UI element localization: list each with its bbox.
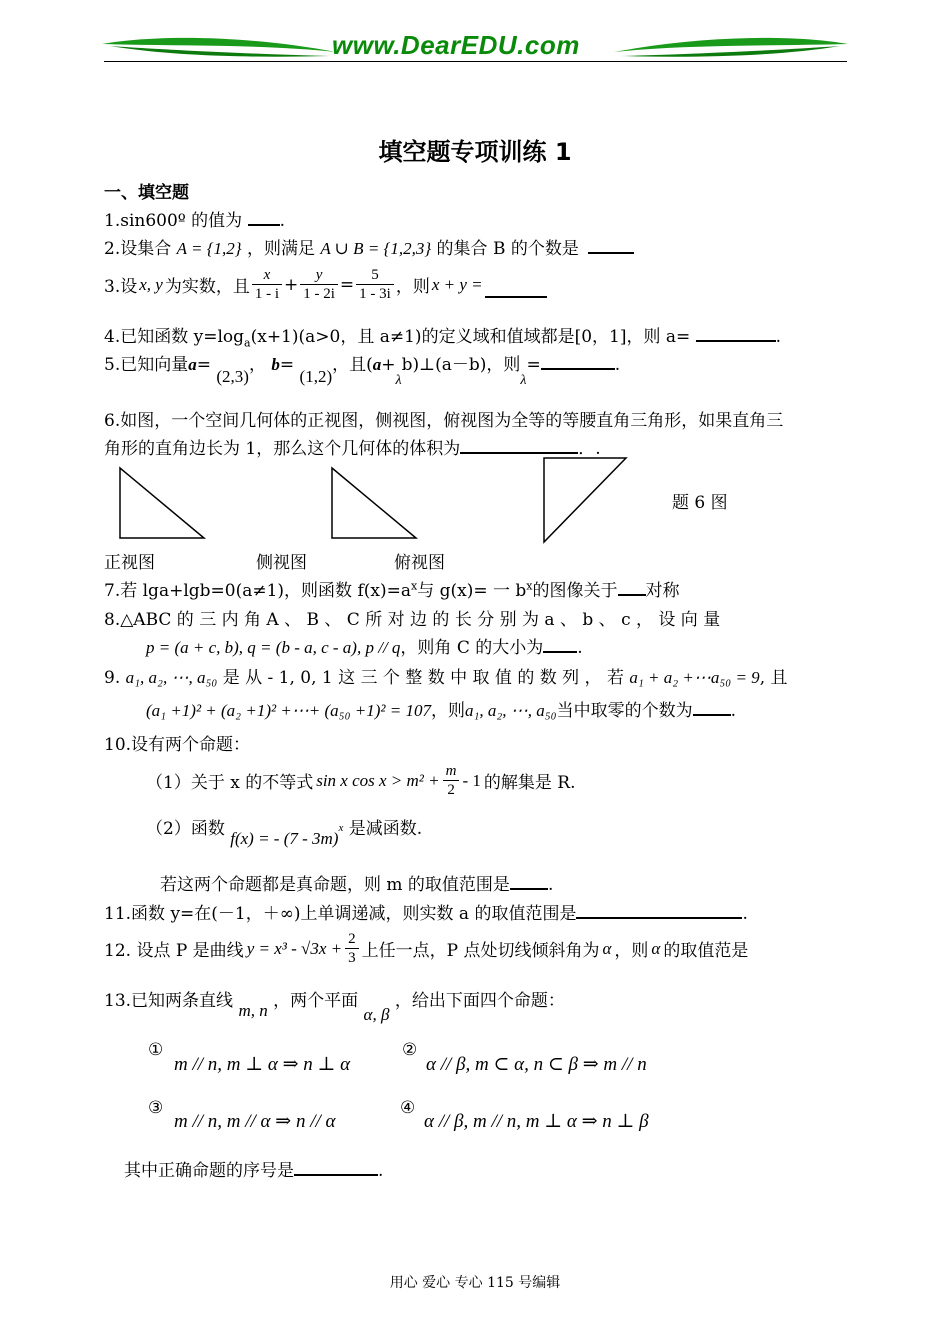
q4-tail: . xyxy=(775,327,782,347)
q13-statement-1: m // n, m ⊥ α ⇒ n ⊥ α xyxy=(174,1054,351,1075)
q2-part-a: 2.设集合 xyxy=(104,239,172,259)
q13-end-text: 其中正确命题的序号是 xyxy=(124,1161,294,1181)
q13-statement-2: α // β, m ⊂ α, n ⊂ β ⇒ m // n xyxy=(426,1054,647,1075)
q5-vec-a-name: a xyxy=(188,355,197,374)
q12-alpha-2: α xyxy=(651,938,661,958)
question-10-head: 10.设有两个命题： xyxy=(104,735,251,755)
question-9-line-1 xyxy=(104,663,788,688)
question-10-prop-2 xyxy=(146,814,423,848)
q12-part-a: 12. 设点 P 是曲线 xyxy=(104,941,244,961)
q10-p1-frac-den: 2 xyxy=(447,782,455,798)
header-banner xyxy=(100,28,850,68)
q6-line2-text: 角形的直角边长为 1，那么这个几何体的体积为 xyxy=(104,439,461,459)
q13-part-c: ，给出下面四个命题： xyxy=(394,991,565,1011)
label-top-view: 俯视图 xyxy=(394,553,445,573)
q12-math: y = x³ - √3x + xyxy=(246,938,343,958)
q12-part-c: ，则 xyxy=(614,941,649,961)
q1-tail: . xyxy=(279,211,285,231)
q4-rest: (x+1)(a>0，且 a≠1)的定义域和值域都是[0，1]，则 a= xyxy=(250,327,691,347)
q2-part-b: ，则满足 xyxy=(246,239,315,259)
question-10-prop-1 xyxy=(146,762,576,799)
q10-p1-a: （1）关于 x 的不等式 xyxy=(146,773,314,793)
header-rule xyxy=(104,61,847,62)
q10-p2-math: f(x) = - (7 - 3m) xyxy=(230,829,339,848)
q5-vec-b: (1,2) xyxy=(299,367,333,386)
q5-part-f: b)⊥(a－b)，则 xyxy=(401,355,521,375)
q10-blank xyxy=(510,874,548,890)
q6-tail: ．. xyxy=(578,439,601,459)
q8-blank xyxy=(543,637,577,653)
q3-expr: x + y = xyxy=(431,274,483,294)
q9-part-e: 当中取零的个数为 xyxy=(556,701,693,721)
q13-statement-4: α // β, m // n, m ⊥ α ⇒ n ⊥ β xyxy=(424,1111,649,1132)
top-view-triangle xyxy=(542,456,632,546)
q3-part-c: ，则 xyxy=(395,277,430,297)
q10-p3: 若这两个命题都是真命题，则 m 的取值范围是 xyxy=(160,875,510,895)
q13-tail: . xyxy=(378,1161,384,1181)
page-title: 填空题专项训练 1 xyxy=(378,138,572,166)
q3-f2-denominator: 1 - 2i xyxy=(303,286,335,302)
q3-fraction-1 xyxy=(252,266,282,303)
question-1 xyxy=(104,206,285,231)
q4-text: 4.已知函数 y=log xyxy=(104,327,245,347)
question-8-line-1: 8.△ABC 的 三 内 角 A 、 B 、 C 所 对 边 的 长 分 别 为 a 、 b 、 c ， 设 向 量 xyxy=(104,610,721,630)
q13-statement-3: m // n, m // α ⇒ n // α xyxy=(174,1111,336,1132)
q2-set-a: A = {1,2} xyxy=(176,239,242,258)
q5-a-bold: a xyxy=(372,355,382,374)
q10-p1-math: sin x cos x > m² + xyxy=(316,770,440,790)
q9-part-b: 是 从 - 1, 0, 1 这 三 个 整 数 中 取 值 的 数 列 ， 若 xyxy=(222,668,624,688)
q3-blank xyxy=(485,282,547,298)
question-10-conclusion xyxy=(160,870,553,895)
q10-p2-a: （2）函数 xyxy=(146,819,225,839)
q8-rest: ，则角 C 的大小为 xyxy=(400,638,544,658)
q5-vec-a: (2,3) xyxy=(216,367,249,386)
q9-line2-expr: (a₁ +1)² + (a₂ +1)² +⋯+ (a₅₀ +1)² = 107 xyxy=(146,701,431,720)
q9-part-c: , 且 xyxy=(759,668,788,688)
q4-blank xyxy=(696,326,776,342)
q9-part-a: 9. xyxy=(104,668,121,688)
q10-p1-fraction xyxy=(443,762,460,799)
leaf-swoosh-right-icon xyxy=(610,30,850,64)
q7-part-c: 的图像关于 xyxy=(532,581,618,601)
q5-vec-b-name: b xyxy=(271,355,280,374)
q9-part-d: ，则 xyxy=(430,701,465,721)
q13-mn: m, n xyxy=(238,1001,268,1020)
page-footer: 用心 爱心 专心 115 号编辑 xyxy=(389,1275,561,1291)
question-9-line-2 xyxy=(146,696,736,721)
q8-expr: p = (a + c, b), q = (b - a, c - a), p // q xyxy=(146,638,401,657)
q13-num-4: ④ xyxy=(400,1098,416,1118)
q3-f1-numerator: x xyxy=(252,266,282,285)
q7-part-b: 与 g(x)= 一 b xyxy=(417,581,527,601)
q2-set-b: A ∪ B = {1,2,3} xyxy=(320,239,432,258)
q13-num-1: ① xyxy=(148,1040,164,1060)
q10-p1-b: - 1 xyxy=(462,770,481,790)
q2-blank xyxy=(588,238,634,254)
q9-sum: a₁ + a₂ +⋯a₅₀ = 9 xyxy=(629,668,760,687)
q13-num-3: ③ xyxy=(148,1098,164,1118)
q12-part-d: 的取值范是 xyxy=(663,941,749,961)
q5-part-g: = xyxy=(526,355,541,375)
q5-plus: + xyxy=(381,355,396,375)
q7-part-a: 7.若 lga+lgb=0(a≠1)，则函数 f(x)=a xyxy=(104,581,411,601)
q3-eq: = xyxy=(339,274,355,295)
question-8-line-2 xyxy=(146,633,583,658)
question-7 xyxy=(104,576,680,601)
q5-tail: . xyxy=(614,355,621,375)
q5-part-a: 5.已知向量 xyxy=(104,355,189,375)
q5-lambda: λ xyxy=(395,373,402,388)
q3-part-b: 为实数，且 xyxy=(164,277,250,297)
question-2 xyxy=(104,234,634,259)
q3-vars: x, y xyxy=(139,274,163,294)
q3-part-a: 3.设 xyxy=(104,277,138,297)
side-view-triangle xyxy=(330,466,422,542)
question-6-line-2 xyxy=(104,434,601,459)
q9-tail: . xyxy=(730,701,736,721)
q3-f3-numerator: 5 xyxy=(356,266,394,285)
q3-f3-denominator: 1 - 3i xyxy=(359,286,391,302)
q5-part-c: ，且( xyxy=(332,355,373,375)
q3-f1-denominator: 1 - i xyxy=(254,286,279,302)
q13-num-2: ② xyxy=(402,1040,418,1060)
q1-blank xyxy=(248,210,280,226)
q13-part-b: ，两个平面 xyxy=(273,991,359,1011)
q7-sup-2: x xyxy=(526,579,533,593)
q3-f2-numerator: y xyxy=(300,266,338,285)
q3-fraction-2 xyxy=(300,266,338,303)
q6-blank xyxy=(460,438,578,454)
q12-frac-den: 3 xyxy=(348,950,356,966)
q3-fraction-3 xyxy=(356,266,394,303)
q9-seq-2: a₁, a₂, ⋯, a₅₀ xyxy=(464,701,557,720)
q13-conclusion xyxy=(124,1156,383,1181)
q9-blank xyxy=(693,700,731,716)
q3-plus: + xyxy=(284,274,299,295)
section-heading: 一、填空题 xyxy=(104,183,189,203)
question-6-line-1: 6.如图，一个空间几何体的正视图，侧视图，俯视图为全等的等腰直角三角形，如果直角三 xyxy=(104,411,784,431)
q7-part-d: 对称 xyxy=(645,581,680,601)
q10-p1-frac-num: m xyxy=(443,762,460,781)
q5-lambda-2: λ xyxy=(520,373,527,388)
q12-part-b: 上任一点，P 点处切线倾斜角为 xyxy=(361,941,600,961)
q12-alpha: α xyxy=(602,938,612,958)
q13-blank xyxy=(294,1160,378,1176)
q11-text: 11.函数 y=在(－1，＋∞)上单调递减，则实数 a 的取值范围是 xyxy=(104,904,577,924)
q4-sub: a xyxy=(244,336,251,350)
q7-sup-1: x xyxy=(410,579,418,593)
q10-tail: . xyxy=(547,875,554,895)
q11-tail: . xyxy=(742,904,748,924)
question-12 xyxy=(104,930,748,967)
q9-seq: a₁, a₂, ⋯, a₅₀ xyxy=(125,668,218,687)
q10-p2-b: 是减函数. xyxy=(348,819,423,839)
q10-p1-c: 的解集是 R. xyxy=(483,773,576,793)
question-4 xyxy=(104,322,781,349)
site-logo-text: www.DearEDU.com xyxy=(332,30,580,60)
q5-blank xyxy=(541,354,615,370)
q10-p2-sup: x xyxy=(338,822,344,835)
q5-sep: ， xyxy=(248,355,266,375)
q2-part-c: 的集合 B 的个数是 xyxy=(436,239,579,259)
question-5 xyxy=(104,350,621,388)
q12-frac-num: 2 xyxy=(345,930,359,949)
question-13 xyxy=(104,986,565,1024)
q12-fraction xyxy=(345,930,359,967)
q13-ab: α, β xyxy=(363,1005,390,1024)
label-front-view: 正视图 xyxy=(104,553,155,573)
q11-blank xyxy=(576,903,742,919)
q8-tail: . xyxy=(577,638,583,658)
fig-6-caption: 题 6 图 xyxy=(672,493,728,513)
q5-eq1: = xyxy=(196,355,211,375)
q5-eq2: = xyxy=(279,355,295,375)
front-view-triangle xyxy=(118,466,210,542)
label-side-view: 侧视图 xyxy=(256,553,307,573)
question-3 xyxy=(104,266,547,303)
question-11 xyxy=(104,899,748,924)
q7-blank xyxy=(618,580,646,596)
leaf-swoosh-left-icon xyxy=(100,30,340,64)
q13-part-a: 13.已知两条直线 xyxy=(104,991,234,1011)
q1-text: 1.sin600º 的值为 xyxy=(104,211,243,231)
